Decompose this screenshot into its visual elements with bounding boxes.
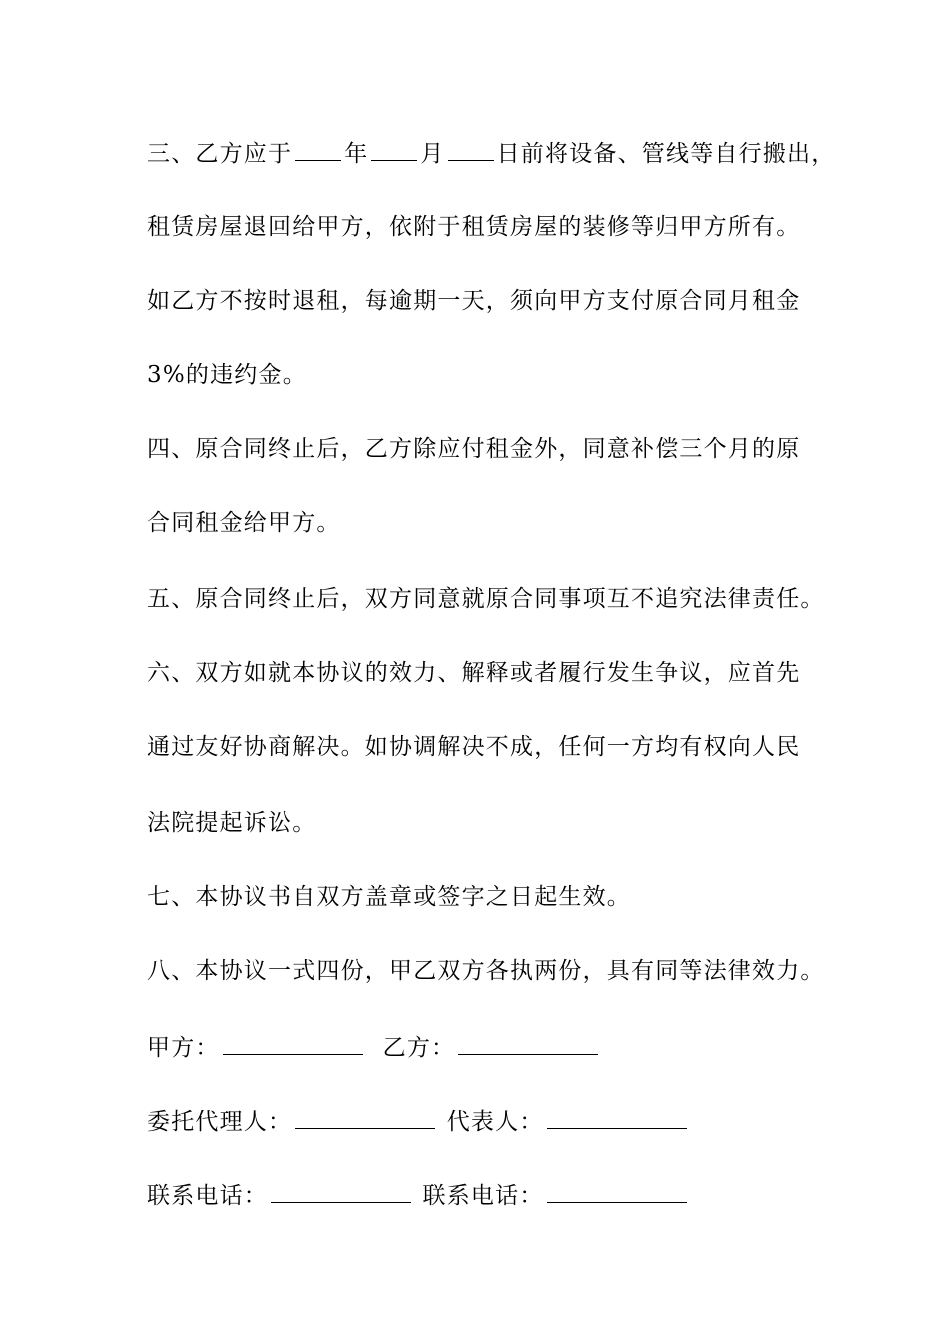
phone-b-blank[interactable] — [547, 1180, 687, 1203]
clause-3-line-1 — [147, 138, 835, 168]
agent-label: 委托代理人： — [147, 1109, 293, 1135]
year-label: 年 — [344, 141, 369, 167]
clause-6-line-3: 法院提起诉讼。 — [147, 810, 317, 836]
signature-row-parties — [147, 1032, 601, 1062]
day-blank[interactable] — [448, 138, 494, 161]
signature-row-agents — [147, 1106, 690, 1136]
signature-row-phones — [147, 1180, 690, 1210]
phone-b-label: 联系电话： — [422, 1183, 544, 1209]
month-blank[interactable] — [371, 138, 417, 161]
clause-8-line-1: 八、本协议一式四份，甲乙双方各执两份，具有同等法律效力。 — [147, 958, 825, 984]
clause-3-suffix: 日前将设备、管线等自行搬出， — [496, 141, 836, 167]
month-label: 月 — [420, 141, 445, 167]
party-b-blank[interactable] — [458, 1032, 598, 1055]
clause-3-prefix: 三、乙方应于 — [147, 141, 293, 167]
agent-blank[interactable] — [295, 1106, 435, 1129]
party-a-blank[interactable] — [223, 1032, 363, 1055]
representative-blank[interactable] — [547, 1106, 687, 1129]
clause-4-line-2: 合同租金给甲方。 — [147, 510, 341, 536]
clause-5-line-1: 五、原合同终止后，双方同意就原合同事项互不追究法律责任。 — [147, 586, 825, 612]
representative-label: 代表人： — [446, 1109, 544, 1135]
clause-6-line-1: 六、双方如就本协议的效力、解释或者履行发生争议，应首先 — [147, 660, 801, 686]
phone-a-blank[interactable] — [271, 1180, 411, 1203]
clause-3-line-3: 如乙方不按时退租，每逾期一天，须向甲方支付原合同月租金 — [147, 288, 801, 314]
clause-6-line-2: 通过友好协商解决。如协调解决不成，任何一方均有权向人民 — [147, 734, 801, 760]
clause-3-line-4: 3%的违约金。 — [147, 362, 307, 388]
clause-4-line-1: 四、原合同终止后，乙方除应付租金外，同意补偿三个月的原 — [147, 436, 801, 462]
party-b-label: 乙方： — [382, 1035, 456, 1061]
party-a-label: 甲方： — [147, 1035, 220, 1061]
clause-7-line-1: 七、本协议书自双方盖章或签字之日起生效。 — [147, 884, 631, 910]
phone-a-label: 联系电话： — [147, 1183, 268, 1209]
year-blank[interactable] — [295, 138, 341, 161]
clause-3-line-2: 租赁房屋退回给甲方，依附于租赁房屋的装修等归甲方所有。 — [147, 214, 801, 240]
